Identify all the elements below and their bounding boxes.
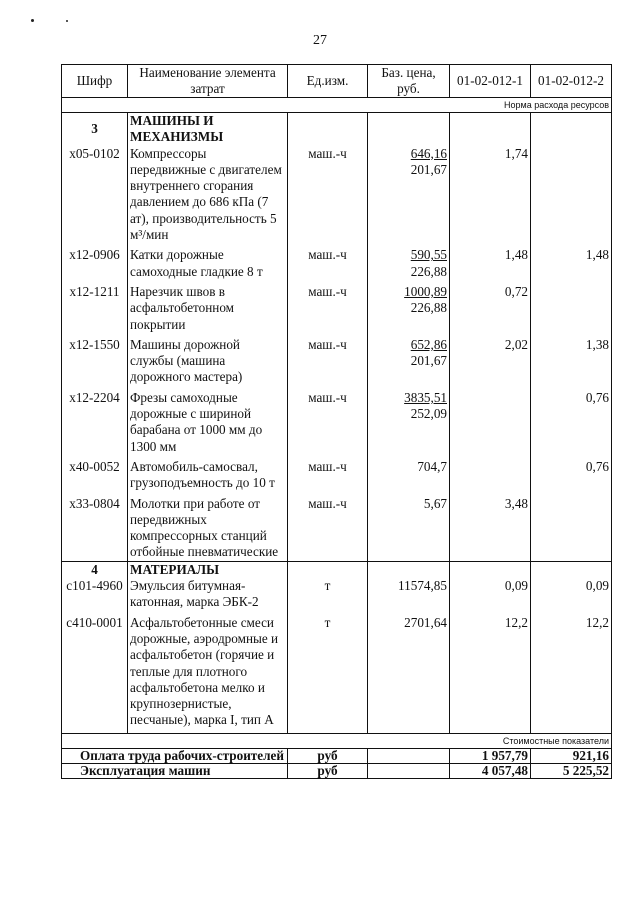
base-price-wage: 226,88 <box>410 263 447 279</box>
base-price <box>368 611 450 729</box>
section-number: 3 <box>62 113 128 146</box>
resource-code: х12-0906 <box>62 243 128 280</box>
value-col1: 12,2 <box>450 611 531 729</box>
resource-name: Асфальтобетонные смеси дорожные, аэродромные и асфальтобетон (горячие и теплые для плотного асфальтобетона мелко и крупнозернистые, песчаные), марка I, тип А <box>128 611 288 729</box>
base-price-wage: 201,67 <box>410 353 447 369</box>
table-row <box>62 146 612 244</box>
unit: маш.-ч <box>288 333 368 386</box>
value-col2: 12,2 <box>531 611 612 729</box>
value-col2 <box>531 146 612 244</box>
resource-name: Машины дорожной службы (машина дорожного мастера) <box>128 333 288 386</box>
cost-note: Стоимостные показатели <box>62 733 612 748</box>
header-col1: 01-02-012-1 <box>450 65 531 98</box>
base-price-total: 5,67 <box>423 495 447 511</box>
resource-code: х12-1550 <box>62 333 128 386</box>
empty-cell <box>531 113 612 146</box>
empty-cell <box>450 561 531 578</box>
total-row <box>62 748 612 763</box>
value-col1: 2,02 <box>450 333 531 386</box>
empty-cell <box>288 113 368 146</box>
resource-code: х33-0804 <box>62 492 128 562</box>
value-col1 <box>450 386 531 455</box>
table-header-row <box>62 65 612 98</box>
table-row <box>62 455 612 492</box>
section-header-row <box>62 113 612 146</box>
empty-cell <box>368 561 450 578</box>
resource-code: х05-0102 <box>62 146 128 244</box>
unit: маш.-ч <box>288 386 368 455</box>
unit: т <box>288 611 368 729</box>
total-col2: 5 225,52 <box>531 763 612 778</box>
section-number: 4 <box>62 561 128 578</box>
table-row <box>62 611 612 729</box>
total-row <box>62 763 612 778</box>
value-col1 <box>450 455 531 492</box>
header-code: Шифр <box>62 65 128 98</box>
total-unit: руб <box>288 763 368 778</box>
value-col2: 0,09 <box>531 578 612 611</box>
resource-name: Компрессоры передвижные с двигателем внутреннего сгорания давлением до 686 кПа (7 ат), производительность 5 м³/мин <box>128 146 288 244</box>
table-row <box>62 243 612 280</box>
resource-code: с410-0001 <box>62 611 128 729</box>
empty-cell <box>368 113 450 146</box>
section-title: МАШИНЫ И МЕХАНИЗМЫ <box>128 113 288 146</box>
empty-cell <box>288 561 368 578</box>
resource-table <box>61 64 612 779</box>
resource-code: х12-2204 <box>62 386 128 455</box>
value-col2: 0,76 <box>531 455 612 492</box>
base-price-total: 652,86 <box>410 336 447 352</box>
norm-note: Норма расхода ресурсов <box>62 98 612 113</box>
section-header-row <box>62 561 612 578</box>
resource-name: Катки дорожные самоходные гладкие 8 т <box>128 243 288 280</box>
base-price-total: 11574,85 <box>398 578 447 594</box>
base-price <box>368 578 450 611</box>
total-col1: 1 957,79 <box>450 748 531 763</box>
unit: маш.-ч <box>288 455 368 492</box>
base-price-total: 646,16 <box>410 145 447 161</box>
unit: маш.-ч <box>288 492 368 562</box>
base-price <box>368 243 450 280</box>
header-unit: Ед.изм. <box>288 65 368 98</box>
table-row <box>62 578 612 611</box>
value-col2: 1,48 <box>531 243 612 280</box>
resource-name: Автомобиль-самосвал, грузоподъемность до 10 т <box>128 455 288 492</box>
header-price: Баз. цена, руб. <box>368 65 450 98</box>
value-col1: 1,48 <box>450 243 531 280</box>
resource-name: Молотки при работе от передвижных компрессорных станций отбойные пневматические <box>128 492 288 562</box>
empty-cell <box>368 748 450 763</box>
empty-cell <box>531 561 612 578</box>
header-name: Наименование элемента затрат <box>128 65 288 98</box>
base-price-wage: 201,67 <box>410 161 447 177</box>
value-col1: 0,72 <box>450 280 531 333</box>
base-price-total: 704,7 <box>417 458 447 474</box>
value-col1: 0,09 <box>450 578 531 611</box>
value-col1: 1,74 <box>450 146 531 244</box>
resource-code: х40-0052 <box>62 455 128 492</box>
total-col2: 921,16 <box>531 748 612 763</box>
unit: маш.-ч <box>288 243 368 280</box>
base-price <box>368 333 450 386</box>
unit: маш.-ч <box>288 146 368 244</box>
unit: маш.-ч <box>288 280 368 333</box>
value-col2 <box>531 280 612 333</box>
base-price-total: 2701,64 <box>404 614 447 630</box>
unit: т <box>288 578 368 611</box>
resource-name: Эмульсия битумная-катонная, марка ЭБК-2 <box>128 578 288 611</box>
total-unit: руб <box>288 748 368 763</box>
page-number: 27 <box>313 33 327 48</box>
base-price <box>368 280 450 333</box>
empty-cell <box>450 113 531 146</box>
value-col1: 3,48 <box>450 492 531 562</box>
base-price <box>368 386 450 455</box>
table-row <box>62 333 612 386</box>
header-col2: 01-02-012-2 <box>531 65 612 98</box>
value-col2: 1,38 <box>531 333 612 386</box>
table-row <box>62 492 612 562</box>
base-price-wage: 226,88 <box>410 300 447 316</box>
base-price-total: 1000,89 <box>404 283 447 299</box>
resource-code: с101-4960 <box>62 578 128 611</box>
base-price-total: 3835,51 <box>404 389 447 405</box>
base-price <box>368 455 450 492</box>
total-col1: 4 057,48 <box>450 763 531 778</box>
resource-name: Нарезчик швов в асфальтобетонном покрытии <box>128 280 288 333</box>
base-price-wage: 252,09 <box>410 406 447 422</box>
empty-cell <box>368 763 450 778</box>
table-row <box>62 386 612 455</box>
total-label: Эксплуатация машин <box>62 763 288 778</box>
resource-code: х12-1211 <box>62 280 128 333</box>
value-col2 <box>531 492 612 562</box>
value-col2: 0,76 <box>531 386 612 455</box>
scan-speck <box>66 20 68 22</box>
scan-speck <box>31 19 34 22</box>
base-price <box>368 146 450 244</box>
total-label: Оплата труда рабочих-строителей <box>62 748 288 763</box>
base-price-total: 590,55 <box>410 247 447 263</box>
base-price <box>368 492 450 562</box>
resource-name: Фрезы самоходные дорожные с шириной барабана от 1000 мм до 1300 мм <box>128 386 288 455</box>
section-title: МАТЕРИАЛЫ <box>128 561 288 578</box>
table-row <box>62 280 612 333</box>
